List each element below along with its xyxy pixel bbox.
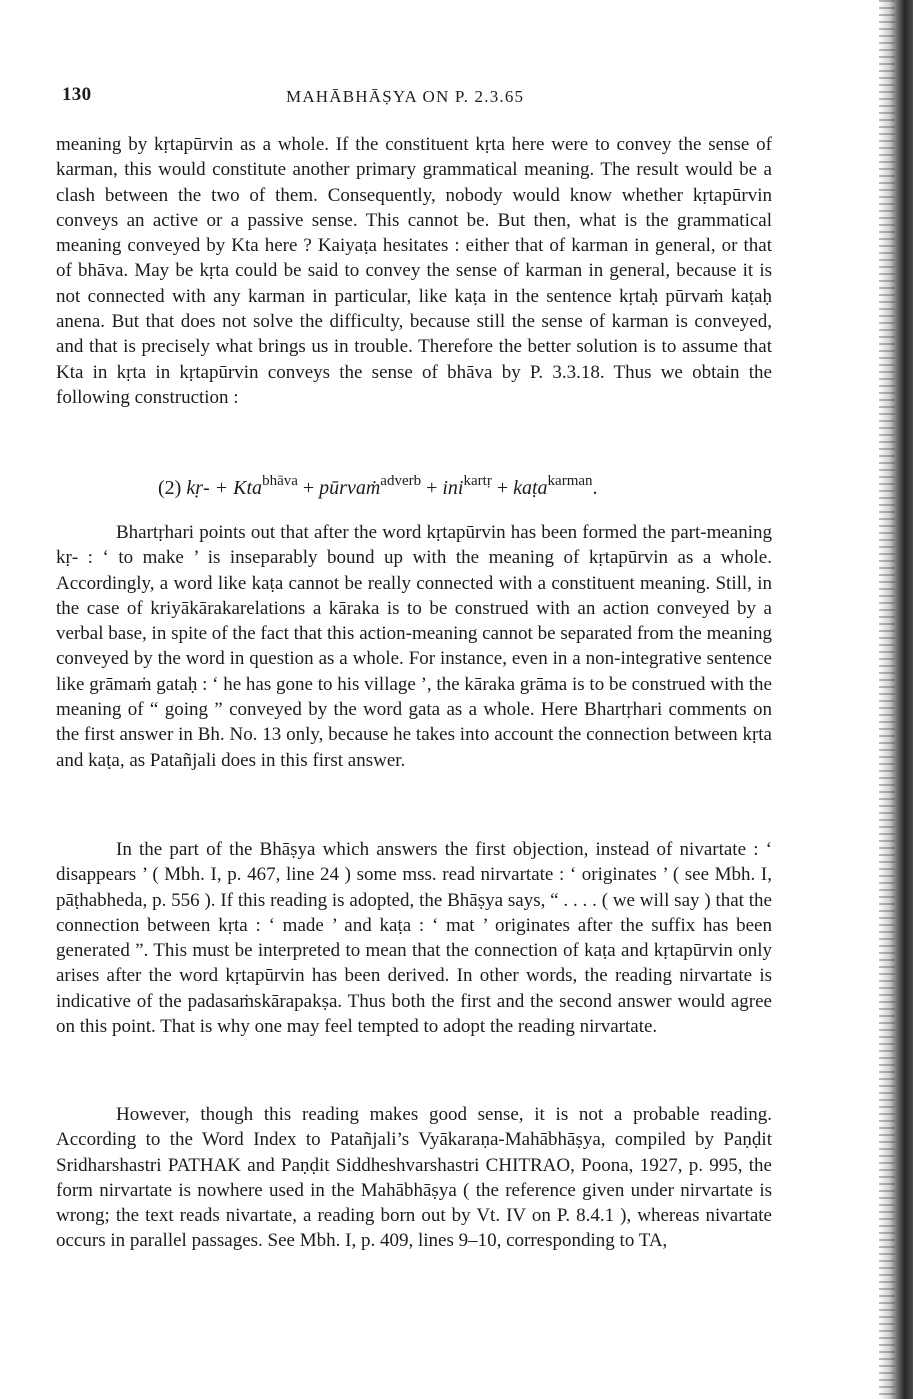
- paragraph-4: [56, 1102, 772, 1254]
- formula-plus: +: [491, 477, 514, 499]
- construction-formula: [158, 473, 598, 500]
- running-head: MAHĀBHĀṢYA ON P. 2.3.65: [286, 87, 525, 106]
- formula-plus: +: [297, 477, 320, 499]
- paragraph-2: [56, 520, 772, 773]
- formula-period: .: [592, 477, 598, 499]
- formula-term-kr: kṛ- +: [186, 477, 234, 499]
- paragraph-text: In the part of the Bhāṣya which answers the first objection, instead of nivartate : ‘ disappears ’ ( Mbh. I, p. 467, line 24 ) some mss. read nirvartate : ‘ originates ’ ( see Mbh. I, pāṭhabheda, p. 556 ). If this reading is adopted, the Bhāṣya says, “ . . . . ( we will say ) that the connection between kṛta : ‘ made ’ and kaṭa : ‘ mat ’ originates after the suffix has been generated ”. This must be interpreted to mean that the connection of kaṭa and kṛtapūrvin only arises after the word kṛtapūrvin has been derived. In other words, the reading nirvartate is indicative of the padasaṁskārapakṣa. Thus both the first and the second answer would agree on this point. That is why one may feel tempted to adopt the reading nirvartate.: [56, 839, 772, 1038]
- paragraph-3: [56, 837, 772, 1039]
- formula-sup-kartr: kartṛ: [463, 473, 492, 489]
- formula-sup-karman: karman: [547, 473, 593, 489]
- paragraph-text: meaning by kṛtapūrvin as a whole. If the constituent kṛta here were to convey the sense of karman, this would constitute another primary grammatical meaning. The result would be a clash between the two of them. Consequently, nobody would know whether kṛtapūrvin conveys an active or a passive sense. This cannot be. But then, what is the grammatical meaning conveyed by Kta here ? Kaiyaṭa hesitates : either that of karman in general, or that of bhāva. May be kṛta could be said to convey the sense of karman in general, because it is not connected with any karman in particular, like kaṭa in the sentence kṛtaḥ pūrvaṁ kaṭaḥ anena. But that does not solve the difficulty, because still the sense of karman is conveyed, and that is precisely what brings us in trouble. Therefore the better solution is to assume that Kta in kṛta in kṛtapūrvin conveys the sense of bhāva by P. 3.3.18. Thus we obtain the following construction :: [56, 134, 772, 408]
- page-number: 130: [62, 84, 92, 105]
- formula-term-kta: Kta: [233, 477, 263, 499]
- formula-number: (2): [158, 477, 182, 499]
- formula-plus: +: [421, 477, 443, 499]
- formula-term-ini: ini: [442, 477, 464, 499]
- formula-term-purvam: pūrvaṁ: [319, 477, 381, 499]
- formula-sup-bhava: bhāva: [262, 473, 298, 489]
- page-binding-edge: [879, 0, 913, 1399]
- formula-sup-adverb: adverb: [380, 473, 422, 489]
- formula-term-kata: kaṭa: [513, 477, 548, 499]
- paragraph-1: [56, 132, 772, 410]
- paragraph-text: Bhartṛhari points out that after the word kṛtapūrvin has been formed the part-meaning kṛ- : ‘ to make ’ is inseparably bound up with the meaning of kṛtapūrvin as a whole. Accordingly, a word like kaṭa cannot be really connected with a constituent meaning. Still, in the case of kriyākārakarelations a kāraka is to be construed with an action conveyed by a verbal base, in spite of the fact that this action-meaning cannot be separated from the meaning conveyed by the word in question as a whole. For instance, even in a non-integrative sentence like grāmaṁ gataḥ : ‘ he has gone to his village ’, the kāraka grāma is to be construed with the meaning of “ going ” conveyed by the word gata as a whole. Here Bhartṛhari comments on the first answer in Bh. No. 13 only, because he takes into account the connection between kṛta and kaṭa, as Patañjali does in this first answer.: [56, 522, 772, 771]
- paragraph-text: However, though this reading makes good sense, it is not a probable reading. According to the Word Index to Patañjali’s Vyākaraṇa-Mahābhāṣya, compiled by Paṇḍit Sridharshastri PATHAK and Paṇḍit Siddheshvarshastri CHITRAO, Poona, 1927, p. 995, the form nirvartate is nowhere used in the Mahābhāṣya ( the reference given under nirvartate is wrong; the text reads nivartate, a reading born out by Vt. IV on P. 8.4.1 ), whereas nivartate occurs in parallel passages. See Mbh. I, p. 409, lines 9–10, corresponding to TA,: [56, 1104, 772, 1252]
